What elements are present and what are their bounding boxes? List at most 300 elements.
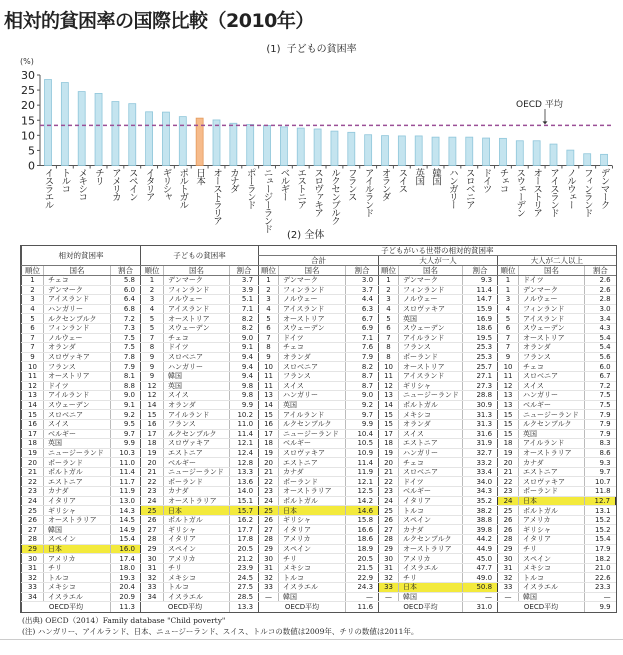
country-name-cell: イスラエル [44,592,111,602]
country-name-cell: アメリカ [399,554,463,564]
country-name-cell: ドイツ [519,276,585,286]
table-row [22,391,616,401]
country-name-cell: オランダ [279,352,346,362]
ratio-cell: 13.3 [230,467,259,477]
country-name-cell: 英国 [519,429,585,439]
rank-cell: 9 [22,352,44,362]
country-name-cell: スイス [44,419,111,429]
country-name-cell: エストニア [279,458,346,468]
ratio-cell: 7.9 [585,410,616,420]
ratio-cell: 5.6 [585,352,616,362]
country-name-cell: ポーランド [44,458,111,468]
rank-cell: 16 [22,419,44,429]
ratio-cell: 9.0 [111,391,141,401]
ratio-cell: 33.2 [463,458,498,468]
rank-cell: 15 [141,410,164,420]
ratio-cell: 11.4 [463,285,498,295]
page-title: 相対的貧困率の国際比較（2010年） [4,10,314,32]
ratio-cell: 21.0 [585,563,616,573]
rank-cell: 6 [498,323,519,333]
country-name-cell: ニュージーランド [279,429,346,439]
country-name-cell: メキシコ [399,410,463,420]
ratio-cell: 17.8 [230,535,259,545]
bar-27 [483,138,490,165]
rank-cell: 22 [498,477,519,487]
y-tick-label: 20 [21,99,35,113]
rank-cell: 4 [498,304,519,314]
rank-cell: 1 [498,285,519,295]
ratio-cell: 9.9 [346,419,379,429]
ratio-cell: 6.3 [346,304,379,314]
section-title: 合計 [259,256,379,266]
country-name-cell: オランダ [164,400,230,410]
oecd-average-label: OECD平均 [259,602,346,613]
country-name-cell: フィンランド [44,323,111,333]
x-tick-label: オランダ [379,168,391,200]
table-row [22,506,616,516]
rank-cell: 14 [259,400,279,410]
x-tick-label: 韓国 [430,168,442,184]
bar-31 [550,144,557,165]
rank-cell: 24 [259,496,279,506]
rank-cell: 2 [22,285,44,295]
table-row [22,458,616,468]
country-name-cell: アイルランド [399,333,463,343]
ratio-cell: 18.6 [346,535,379,545]
country-name-cell: スウェーデン [44,400,111,410]
country-name-cell: デンマーク [399,276,463,286]
country-name-cell: スペイン [44,535,111,545]
rank-cell: 23 [259,487,279,497]
country-name-cell: スイス [279,381,346,391]
country-name-cell: ポルトガル [44,467,111,477]
country-name-cell: アイルランド [164,410,230,420]
ratio-cell: 7.1 [346,333,379,343]
ratio-cell: — [463,592,498,602]
ratio-cell: 9.7 [111,429,141,439]
rank-cell: 17 [259,429,279,439]
rank-cell: 25 [498,506,519,516]
bar-33 [584,154,591,166]
ratio-cell: 2.6 [585,276,616,286]
column-header-rank: 順位 [379,266,399,276]
column-header-name: 国名 [279,266,346,276]
bar-24 [432,137,439,165]
rank-cell: 33 [379,583,399,593]
country-name-cell: 韓国 [519,592,585,602]
country-name-cell: イタリア [44,496,111,506]
ratio-cell: 38.8 [463,515,498,525]
rank-cell: 10 [22,362,44,372]
ratio-cell: 12.4 [230,448,259,458]
rank-cell: 32 [259,573,279,583]
country-name-cell: アイスランド [519,314,585,324]
rank-cell: 19 [498,448,519,458]
table-row [22,563,616,573]
table-row [22,525,616,535]
country-name-cell: デンマーク [44,285,111,295]
ratio-cell: 25.7 [463,362,498,372]
bar-17 [314,129,321,166]
rank-cell: 21 [498,467,519,477]
x-tick-label: フランス [345,168,357,200]
ratio-cell: 14.0 [230,487,259,497]
ratio-cell: 31.6 [463,429,498,439]
country-name-cell: メキシコ [164,573,230,583]
ratio-cell: 9.4 [230,362,259,372]
ratio-cell: 3.7 [346,285,379,295]
rank-cell: 15 [379,419,399,429]
rank-cell: 10 [379,362,399,372]
ratio-cell: 16.0 [111,544,141,554]
ratio-cell: 17.7 [230,525,259,535]
oecd-average-value: 11.3 [111,602,141,613]
rank-cell: 30 [141,554,164,564]
bar-2 [61,83,68,166]
rank-cell: 31 [379,563,399,573]
ratio-cell: 9.0 [230,333,259,343]
rank-cell: 21 [22,467,44,477]
country-name-cell: ニュージーランド [399,391,463,401]
country-name-cell: 英国 [44,439,111,449]
rank-cell: 2 [259,285,279,295]
rank-cell: 24 [141,496,164,506]
rank-cell: 32 [22,573,44,583]
rank-cell: 7 [379,333,399,343]
country-name-cell: フランス [164,419,230,429]
bar-4 [95,93,102,165]
country-name-cell: ポルトガル [399,400,463,410]
rank-cell: 11 [498,371,519,381]
rank-cell: 23 [22,487,44,497]
ratio-cell: 27.3 [463,381,498,391]
country-name-cell: スイス [164,391,230,401]
ratio-cell: — [585,592,616,602]
table-row [22,371,616,381]
rank-cell: 8 [379,352,399,362]
x-tick-label: チリ [93,168,105,184]
rank-cell: 21 [379,467,399,477]
ratio-cell: 3.7 [230,276,259,286]
bar-11 [213,120,220,166]
ratio-cell: 24.5 [230,573,259,583]
rank-cell: 31 [498,563,519,573]
bar-19 [348,132,355,165]
rank-cell: 10 [498,362,519,372]
table-row [22,573,616,583]
oecd-average-value: 31.0 [463,602,498,613]
footnote: (注) ハンガリー、アイルランド、日本、ニュージーランド、スイス、トルコの数値は2009年、チリの数値は2011年。 [22,627,419,637]
country-name-cell: ルクセンブルク [399,535,463,545]
table-row [22,410,616,420]
ratio-cell: 14.9 [111,525,141,535]
country-name-cell: オーストラリア [44,515,111,525]
oecd-average-label: OECD平均 [22,602,111,613]
rank-cell: 18 [379,439,399,449]
country-name-cell: アイルランド [44,391,111,401]
ratio-cell: 49.0 [463,573,498,583]
rank-cell: 20 [141,458,164,468]
y-tick-label: 10 [21,129,35,143]
rank-cell: 16 [259,419,279,429]
country-name-cell: トルコ [519,573,585,583]
rank-cell: 13 [22,391,44,401]
rank-cell: 8 [379,343,399,353]
rank-cell: 12 [141,391,164,401]
rank-cell: 6 [259,323,279,333]
column-header-rank: 順位 [22,266,44,276]
x-tick-label: ルクセンブルク [328,168,340,224]
column-header-rank: 順位 [498,266,519,276]
country-name-cell: アイルランド [519,439,585,449]
rank-cell: 17 [141,429,164,439]
x-tick-label: デンマーク [598,168,610,208]
country-name-cell: ノルウェー [399,295,463,305]
ratio-cell: 8.7 [346,371,379,381]
country-name-cell: アメリカ [164,554,230,564]
country-name-cell: トルコ [279,573,346,583]
x-tick-label: スロヴァキア [312,168,324,216]
country-name-cell: スウェーデン [519,323,585,333]
table-row [22,343,616,353]
rank-cell: 3 [379,295,399,305]
ratio-cell: 23.3 [585,583,616,593]
ratio-cell: 27.5 [230,583,259,593]
ratio-cell: 6.0 [111,285,141,295]
country-name-cell: ポルトガル [279,496,346,506]
ratio-cell: 17.9 [585,544,616,554]
rank-cell: 26 [259,515,279,525]
table-row [22,515,616,525]
ratio-cell: 15.1 [230,496,259,506]
ratio-cell: 19.5 [463,333,498,343]
rank-cell: 19 [22,448,44,458]
table-row [22,496,616,506]
rank-cell: 4 [259,304,279,314]
oecd-average-label: OECD平均 [379,602,463,613]
y-tick-label: 25 [21,84,35,98]
country-name-cell: スロヴァキア [44,352,111,362]
ratio-cell: 10.9 [346,448,379,458]
rank-cell: 27 [259,525,279,535]
table-row [22,381,616,391]
bar-7 [146,112,153,166]
source-note: (出典) OECD（2014）Family database "Child poverty" [22,616,226,626]
bar-15 [280,127,287,166]
rank-cell: 2 [141,285,164,295]
rank-cell: 12 [22,381,44,391]
country-name-cell: ポルトガル [164,515,230,525]
country-name-cell: ルクセンブルク [44,314,111,324]
country-name-cell: アイスランド [279,304,346,314]
table-area [21,246,615,640]
ratio-cell: 6.9 [346,323,379,333]
bar-34 [601,154,608,165]
ratio-cell: 2.6 [585,285,616,295]
ratio-cell: 8.2 [230,314,259,324]
ratio-cell: 23.9 [230,563,259,573]
x-tick-label: トルコ [59,168,71,192]
column-header-name: 国名 [519,266,585,276]
ratio-cell: 3.4 [585,314,616,324]
x-tick-label: スイス [396,168,408,192]
ratio-cell: 8.1 [111,371,141,381]
x-tick-label: ノルウェー [564,168,576,208]
table-row [22,554,616,564]
country-name-cell: チェコ [44,276,111,286]
country-name-cell: ベルギー [519,400,585,410]
ratio-cell: 7.9 [585,429,616,439]
rank-cell: 20 [259,458,279,468]
ratio-cell: 8.2 [230,323,259,333]
column-header-ratio: 割合 [346,266,379,276]
ratio-cell: 14.2 [346,496,379,506]
rank-cell: 22 [259,477,279,487]
country-name-cell: ルクセンブルク [519,419,585,429]
rank-cell: 6 [379,323,399,333]
poverty-ranking-table [21,246,616,612]
x-tick-label: アメリカ [109,168,121,200]
ratio-cell: 9.1 [230,343,259,353]
rank-cell: 3 [22,295,44,305]
country-name-cell: チェコ [164,333,230,343]
x-tick-label: アイスランド [548,168,559,216]
rank-cell: 32 [141,573,164,583]
table-row [22,285,616,295]
ratio-cell: 10.5 [346,439,379,449]
country-name-cell: スペイン [519,554,585,564]
country-name-cell: チェコ [519,362,585,372]
rank-cell: 5 [141,314,164,324]
rank-cell: 25 [22,506,44,516]
rank-cell: — [498,592,519,602]
bar-22 [398,136,405,166]
country-name-cell: チェコ [279,343,346,353]
country-name-cell: ポルトガル [519,506,585,516]
country-name-cell: ドイツ [44,381,111,391]
ratio-cell: 4.4 [346,295,379,305]
country-name-cell: フランス [279,371,346,381]
ratio-cell: 13.1 [585,506,616,516]
x-tick-label: スロベニア [463,168,475,208]
country-name-cell: ベルギー [399,487,463,497]
country-name-cell: フィンランド [279,285,346,295]
bar-32 [567,150,574,165]
rank-cell: 29 [379,544,399,554]
rank-cell: 18 [22,439,44,449]
ratio-cell: 31.9 [463,439,498,449]
ratio-cell: 7.9 [346,352,379,362]
country-name-cell: チリ [519,544,585,554]
y-axis-unit: (%) [20,57,34,66]
country-name-cell: ハンガリー [399,448,463,458]
bar-21 [382,136,389,166]
rank-cell: 24 [22,496,44,506]
oecd-average-row [22,602,616,613]
ratio-cell: 47.7 [463,563,498,573]
rank-cell: 14 [22,400,44,410]
country-name-cell: スロベニア [44,410,111,420]
ratio-cell: 31.3 [463,410,498,420]
ratio-cell: 9.8 [230,391,259,401]
country-name-cell: ドイツ [279,333,346,343]
rank-cell: 27 [379,525,399,535]
country-name-cell: トルコ [399,506,463,516]
country-name-cell: ノルウェー [279,295,346,305]
country-name-cell: アメリカ [519,515,585,525]
country-name-cell: エストニア [399,439,463,449]
bar-9 [179,117,186,166]
rank-cell: 11 [259,381,279,391]
country-name-cell: スウェーデン [164,323,230,333]
ratio-cell: 6.4 [111,295,141,305]
ratio-cell: 22.6 [585,573,616,583]
table-row [22,323,616,333]
rank-cell: 13 [498,391,519,401]
ratio-cell: 25.3 [463,352,498,362]
ratio-cell: 15.4 [111,535,141,545]
oecd-average-label: OECD平均 [498,602,585,613]
rank-cell: 5 [379,314,399,324]
rank-cell: 21 [259,467,279,477]
ratio-cell: 16.2 [230,515,259,525]
rank-cell: 32 [379,573,399,583]
table-row [22,487,616,497]
country-name-cell: メキシコ [279,563,346,573]
country-name-cell: ルクセンブルク [279,419,346,429]
country-name-cell: ポーランド [519,487,585,497]
rank-cell: 33 [259,583,279,593]
ratio-cell: 9.7 [585,467,616,477]
country-name-cell: ギリシャ [279,515,346,525]
country-name-cell: オーストリア [44,371,111,381]
rank-cell: 27 [141,525,164,535]
bar-1 [45,80,52,166]
rank-cell: 19 [141,448,164,458]
country-name-cell: トルコ [44,573,111,583]
country-name-cell: チリ [44,563,111,573]
rank-cell: 12 [141,381,164,391]
ratio-cell: 2.8 [585,295,616,305]
bar-6 [129,104,136,166]
rank-cell: 7 [259,333,279,343]
ratio-cell: 12.1 [230,439,259,449]
bar-18 [331,131,338,165]
rank-cell: 7 [22,333,44,343]
rank-cell: 5 [259,314,279,324]
rank-cell: 23 [498,487,519,497]
ratio-cell: 15.2 [585,525,616,535]
ratio-cell: 13.6 [230,477,259,487]
rank-cell: 29 [498,544,519,554]
country-name-cell: スロヴァキア [519,477,585,487]
rank-cell: 28 [22,535,44,545]
country-name-cell: オーストリア [164,314,230,324]
ratio-cell: 30.9 [463,400,498,410]
ratio-cell: 9.1 [111,400,141,410]
ratio-cell: 12.7 [585,496,616,506]
ratio-cell: 9.4 [230,371,259,381]
oecd-average-value: 9.9 [585,602,616,613]
ratio-cell: 9.2 [346,400,379,410]
country-name-cell: 英国 [164,381,230,391]
ratio-cell: 45.0 [463,554,498,564]
country-name-cell: 英国 [399,314,463,324]
country-name-cell: カナダ [519,458,585,468]
ratio-cell: 20.5 [230,544,259,554]
ratio-cell: 11.9 [111,487,141,497]
ratio-cell: 21.5 [346,563,379,573]
